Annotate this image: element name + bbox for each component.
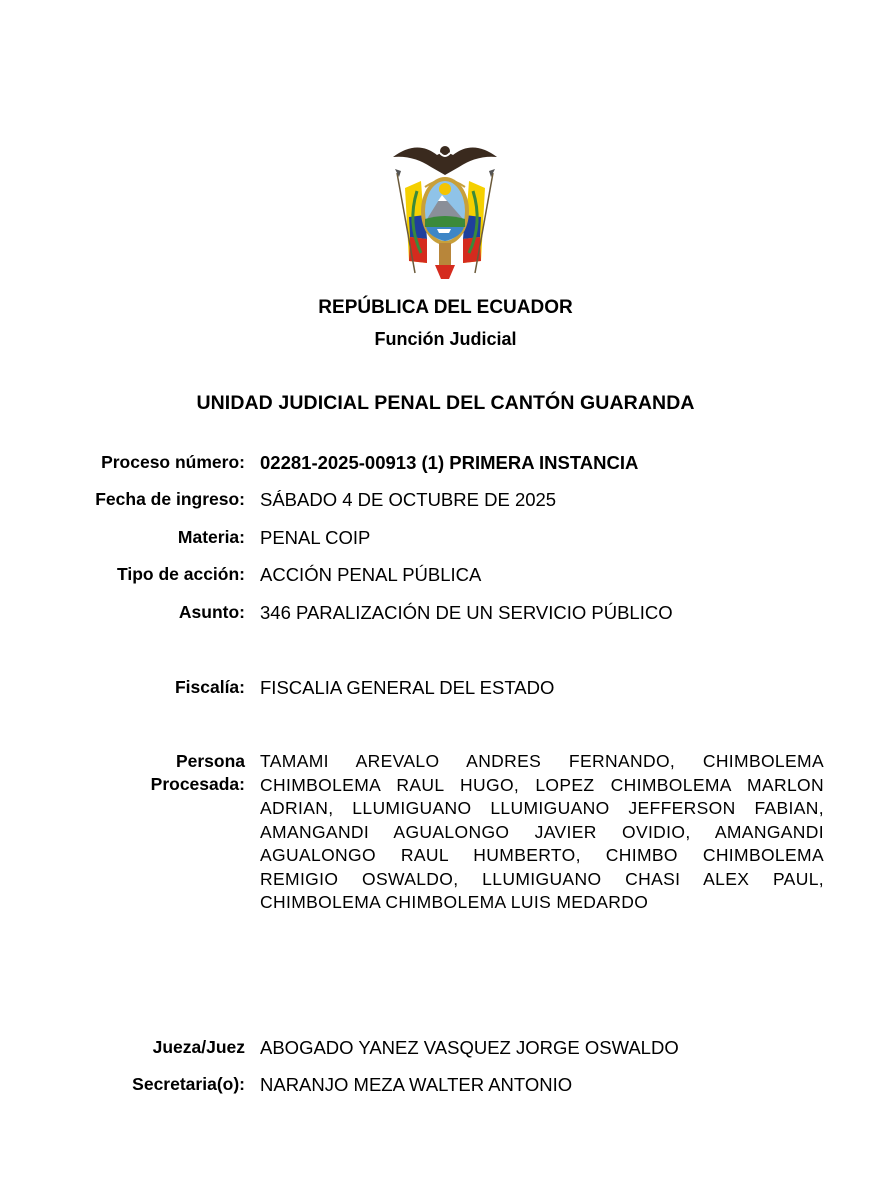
branch-heading: Función Judicial <box>374 329 517 349</box>
action-type-value: ACCIÓN PENAL PÚBLICA <box>260 564 482 585</box>
judge-value: ABOGADO YANEZ VASQUEZ JORGE OSWALDO <box>260 1037 679 1058</box>
judge-label: Jueza/Juez <box>152 1037 245 1057</box>
entry-date-label: Fecha de ingreso: <box>95 489 245 509</box>
action-type-label: Tipo de acción: <box>116 564 245 584</box>
coat-of-arms-ecuador <box>387 133 503 285</box>
country-heading: REPÚBLICA DEL ECUADOR <box>318 297 573 318</box>
accused-label-line1: Persona <box>175 751 245 771</box>
secretary-value: NARANJO MEZA WALTER ANTONIO <box>260 1074 573 1095</box>
matter-value: 346 PARALIZACIÓN DE UN SERVICIO PÚBLICO <box>260 602 673 623</box>
subject-matter-label: Materia: <box>177 527 245 547</box>
accused-label-line2: Procesada: <box>150 774 245 794</box>
matter-label: Asunto: <box>178 602 245 622</box>
entry-date-value: SÁBADO 4 DE OCTUBRE DE 2025 <box>260 489 557 510</box>
prosecutor-value: FISCALIA GENERAL DEL ESTADO <box>260 677 555 698</box>
secretary-label: Secretaria(o): <box>132 1074 245 1094</box>
prosecutor-label: Fiscalía: <box>174 677 245 697</box>
court-unit-heading: UNIDAD JUDICIAL PENAL DEL CANTÓN GUARANDA <box>196 392 695 414</box>
process-number-label: Proceso número: <box>101 452 245 472</box>
process-number-value: 02281-2025-00913 (1) PRIMERA INSTANCIA <box>260 452 639 473</box>
subject-matter-value: PENAL COIP <box>260 527 371 548</box>
accused-persons-value: TAMAMI AREVALO ANDRES FERNANDO, CHIMBOLEMA CHIMBOLEMA RAUL HUGO, LOPEZ CHIMBOLEMA MARLON ADRIAN, LLUMIGUANO LLUMIGUANO JEFFERSON FABIAN, AMANGANDI AGUALONGO JAVIER OVIDIO, AMANGANDI AGUALONGO RAUL HUMBERTO, CHIMBO CHIMBOLEMA REMIGIO OSWALDO, LLUMIGUANO CHASI ALEX PAUL, CHIMBOLEMA CHIMBOLEMA LUIS MEDARDO <box>260 751 824 912</box>
